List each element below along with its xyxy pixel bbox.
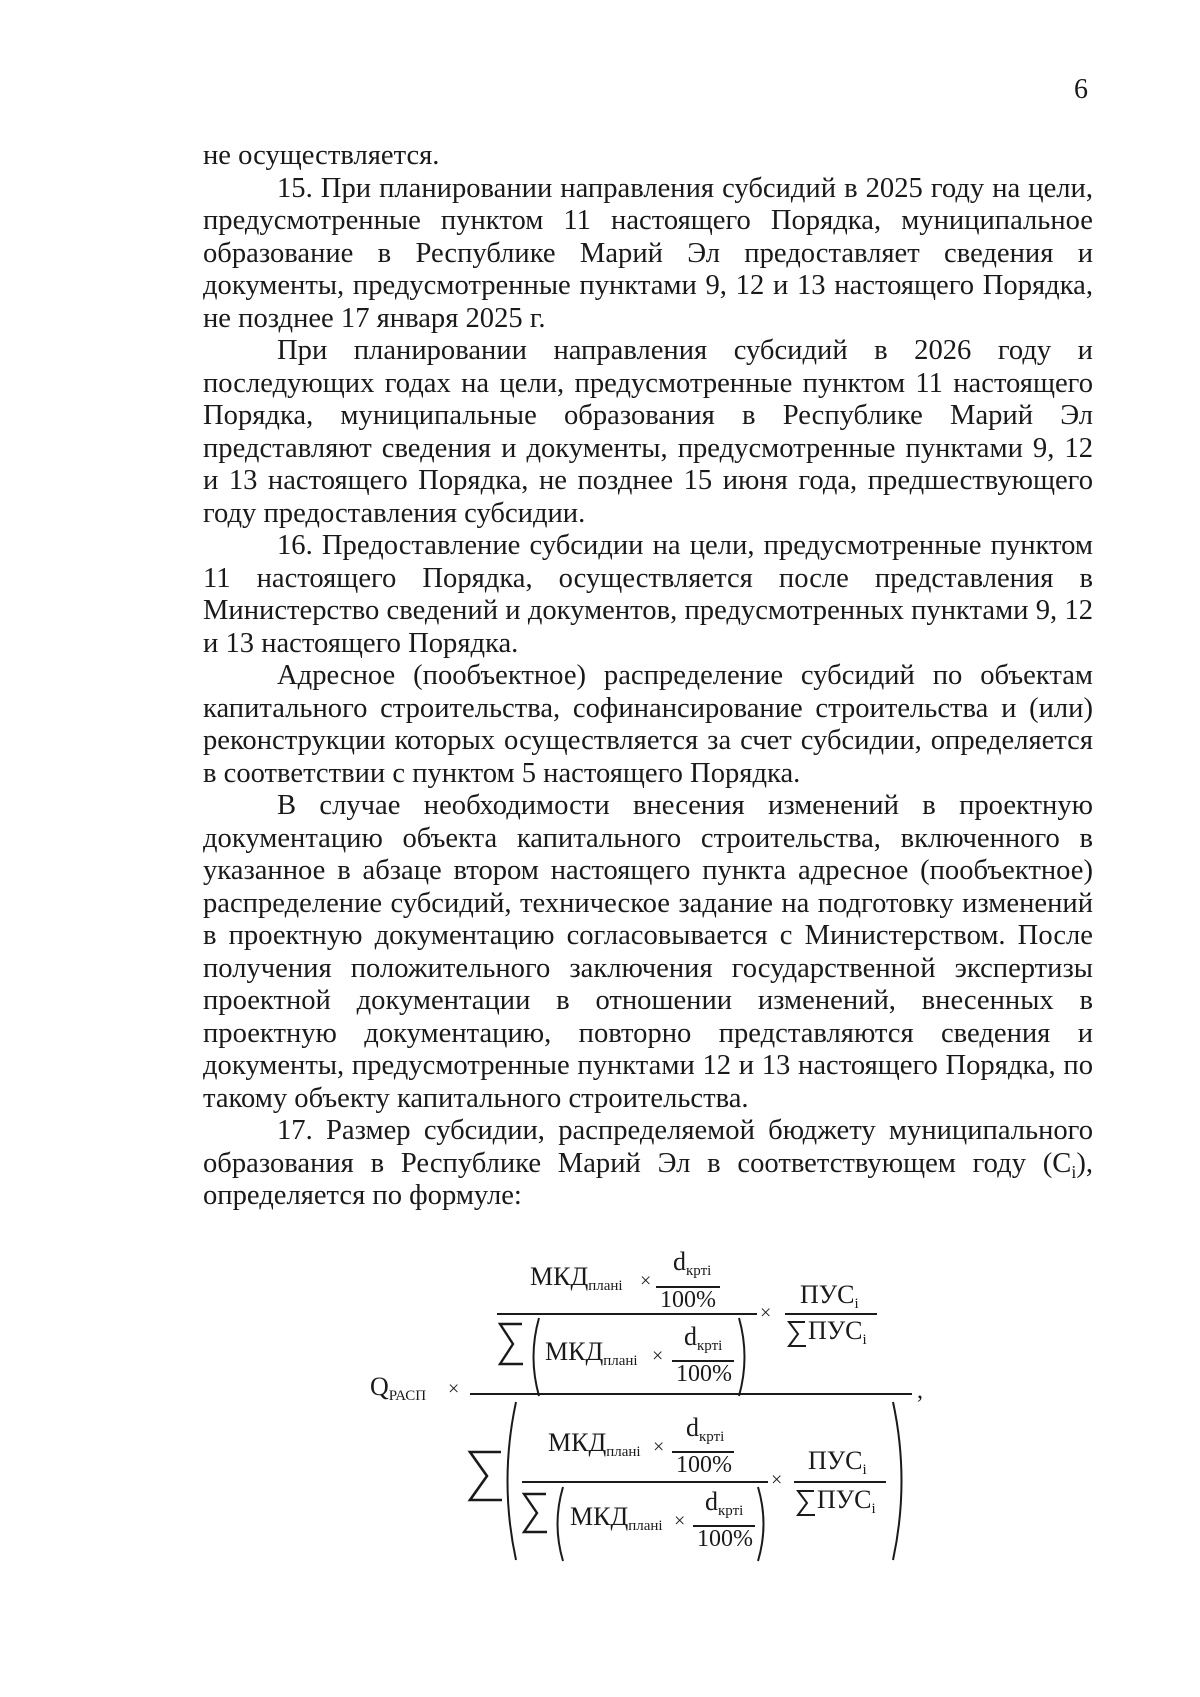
subscript: i bbox=[1071, 1161, 1077, 1182]
sum-icon bbox=[520, 1490, 550, 1536]
mkd-term: МКДпланi bbox=[570, 1502, 663, 1534]
times-sign: × bbox=[653, 1436, 665, 1458]
hundred-percent: 100% bbox=[660, 1287, 716, 1313]
sum-icon bbox=[786, 1320, 808, 1348]
right-paren-icon bbox=[756, 1485, 770, 1563]
paragraph: Адресное (пообъектное) распределение субсидий по объектам капитального строительства, софинансирование строительства и (или) реконструкции которых осуществляется за счет субсидии, определяется в соответствии с пунктом 5 настоящего Порядка. bbox=[203, 660, 1093, 789]
right-paren-icon bbox=[890, 1400, 910, 1562]
hundred-percent: 100% bbox=[697, 1526, 753, 1552]
pus-term: ПУСi bbox=[808, 1446, 867, 1478]
d-term: dкртi bbox=[705, 1487, 744, 1519]
d-term: dкртi bbox=[673, 1247, 712, 1279]
paragraph: В случае необходимости внесения изменений в проектную документацию объекта капитального строительства, включенного в указанное в абзаце втором настоящего пункта адресное (пообъектное) распределение субсидий, техническое задание на подготовку изменений в проектную документацию согласовывается с Министерством. После получения положительного заключения государственной экспертизы проектной документации в отношении изменений, внесенных в проектную документацию, повторно представляются сведения и документы, предусмотренные пунктами 12 и 13 настоящего Порядка, по такому объекту капитального строительства. bbox=[203, 790, 1093, 1114]
pus-term: ПУСi bbox=[800, 1280, 859, 1312]
hundred-percent: 100% bbox=[676, 1361, 732, 1387]
paragraph-17-text-end: ), определяется по формуле: bbox=[203, 1147, 1093, 1211]
sum-icon bbox=[496, 1320, 526, 1368]
times-sign: × bbox=[771, 1469, 783, 1491]
fraction-line bbox=[785, 1313, 877, 1315]
pus-term: ПУСi bbox=[808, 1316, 867, 1348]
pus-term: ПУСi bbox=[817, 1485, 876, 1517]
paragraph: При планировании направления субсидий в 2026 году и последующих годах на цели, предусмотренные пунктом 11 настоящего Порядка, муниципальные образования в Республике Марий Эл представляют сведения и документы, предусмотренные пунктами 9, 12 и 13 настоящего Порядка, не позднее 15 июня года, предшествующего году предоставления субсидии. bbox=[203, 335, 1093, 529]
times-sign: × bbox=[448, 1378, 460, 1400]
d-term: dкртi bbox=[684, 1322, 723, 1354]
left-paren-icon bbox=[551, 1485, 565, 1563]
paragraph-15: 15. При планировании направления субсидий в 2025 году на цели, предусмотренные пунктом 11 настоящего Порядка, муниципальное образование в Республике Марий Эл предоставляет сведения и документы, предусмотренные пунктами 9, 12 и 13 настоящего Порядка, не позднее 17 января 2025 г. bbox=[203, 172, 1093, 334]
formula-comma: , bbox=[917, 1378, 923, 1404]
hundred-percent: 100% bbox=[676, 1452, 732, 1478]
times-sign: × bbox=[640, 1270, 652, 1292]
paragraph-17-text: 17. Размер субсидии, распределяемой бюджету муниципального образования в Республике Марий Эл в соответствующем году (С bbox=[203, 1115, 1093, 1179]
left-paren-icon bbox=[499, 1400, 519, 1562]
right-paren-icon bbox=[737, 1316, 751, 1398]
fraction-line bbox=[522, 1481, 768, 1483]
mkd-term: МКДпланi bbox=[530, 1262, 623, 1294]
left-paren-icon bbox=[527, 1316, 541, 1398]
paragraph: не осуществляется. bbox=[203, 140, 440, 171]
times-sign: × bbox=[674, 1510, 686, 1532]
d-term: dкртi bbox=[686, 1413, 725, 1445]
times-sign: × bbox=[760, 1302, 772, 1324]
mkd-term: МКДпланi bbox=[545, 1337, 638, 1369]
mkd-term: МКДпланi bbox=[548, 1428, 641, 1460]
paragraph-16: 16. Предоставление субсидии на цели, предусмотренные пунктом 11 настоящего Порядка, осуществляется после представления в Министерство сведений и документов, предусмотренных пунктами 9, 12 и 13 настоящего Порядка. bbox=[203, 530, 1093, 659]
sum-icon bbox=[795, 1489, 817, 1517]
fraction-line bbox=[794, 1481, 886, 1483]
times-sign: × bbox=[652, 1345, 664, 1367]
formula-q: QРАСП bbox=[370, 1372, 427, 1404]
page-number: 6 bbox=[1074, 74, 1088, 105]
fraction-line bbox=[497, 1313, 757, 1315]
